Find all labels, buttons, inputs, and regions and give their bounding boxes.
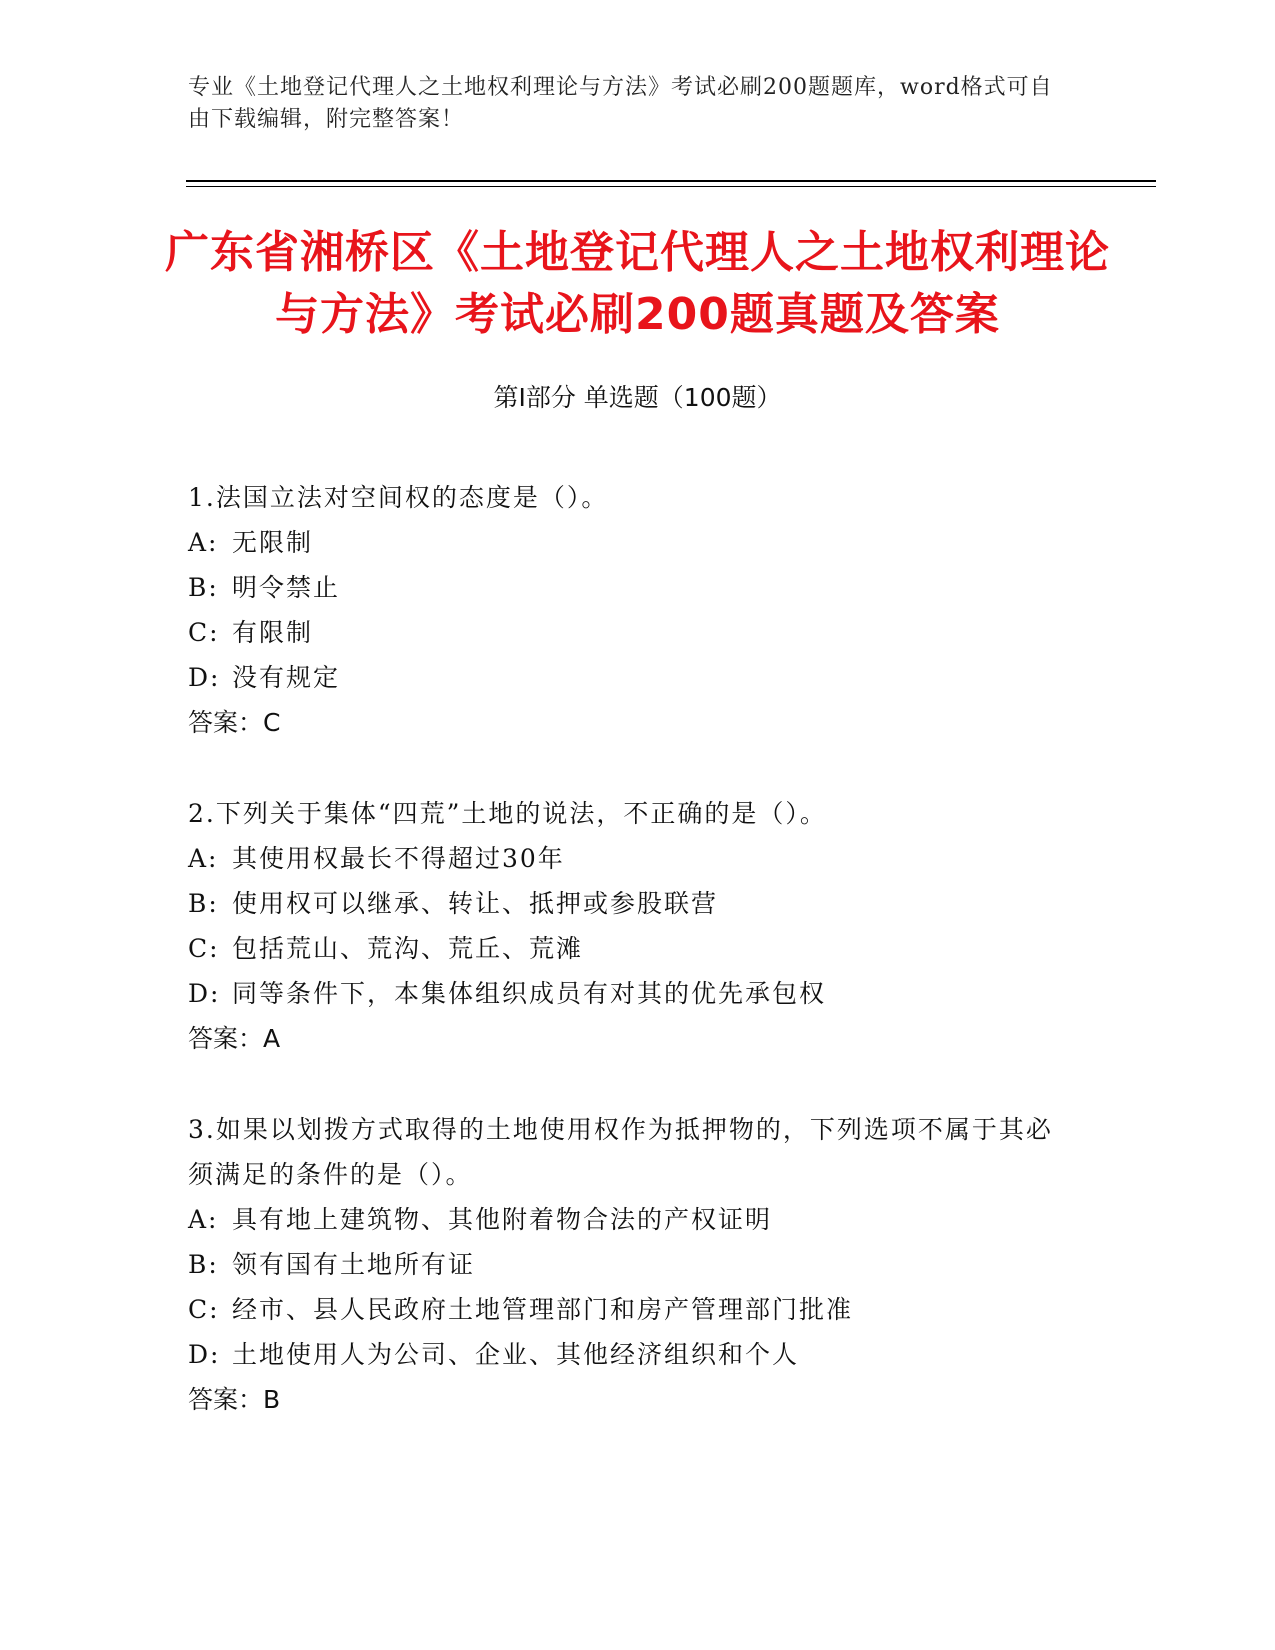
- option-text: 有限制: [232, 618, 314, 647]
- option-key: B:: [188, 889, 219, 918]
- option-text: 同等条件下，本集体组织成员有对其的优先承包权: [232, 979, 827, 1008]
- header-note: 专业《土地登记代理人之土地权利理论与方法》考试必刷200题题库，word格式可自由下载编辑，附完整答案！: [188, 75, 1053, 132]
- option-key: B:: [188, 1250, 219, 1279]
- answer-value: A: [263, 1024, 281, 1053]
- question-stem: 1.法国立法对空间权的态度是（）。: [188, 483, 609, 512]
- option-a: [188, 520, 1068, 565]
- option-key: D:: [188, 663, 221, 692]
- option-text: 无限制: [232, 528, 314, 557]
- option-key: B:: [188, 573, 219, 602]
- answer-label: 答案：: [188, 1385, 264, 1414]
- option-d: [188, 1332, 1068, 1377]
- section-heading: 第Ⅰ部分 单选题（100题）: [493, 383, 782, 412]
- question-2: [188, 791, 1068, 1061]
- option-key: A:: [188, 844, 219, 873]
- header-rule-thin: [186, 186, 1156, 187]
- option-text: 土地使用人为公司、企业、其他经济组织和个人: [232, 1340, 800, 1369]
- option-b: [188, 1242, 1068, 1287]
- option-a: [188, 836, 1068, 881]
- option-d: [188, 655, 1068, 700]
- option-c: [188, 1287, 1068, 1332]
- option-text: 使用权可以继承、转让、抵押或参股联营: [232, 889, 719, 918]
- answer-line: [188, 1377, 1068, 1422]
- option-c: [188, 610, 1068, 655]
- option-key: D:: [188, 1340, 221, 1369]
- option-c: [188, 926, 1068, 971]
- document-title: 广东省湘桥区《土地登记代理人之土地权利理论与方法》考试必刷200题真题及答案: [165, 227, 1110, 340]
- option-key: C:: [188, 618, 220, 647]
- option-key: A:: [188, 528, 219, 557]
- header-rule-thick: [186, 180, 1156, 182]
- option-text: 没有规定: [232, 663, 341, 692]
- option-key: A:: [188, 1205, 219, 1234]
- answer-label: 答案：: [188, 1024, 264, 1053]
- question-list: [188, 475, 1068, 1468]
- option-text: 明令禁止: [232, 573, 341, 602]
- option-b: [188, 881, 1068, 926]
- question-1: [188, 475, 1068, 745]
- option-key: D:: [188, 979, 221, 1008]
- option-key: C:: [188, 1295, 220, 1324]
- option-d: [188, 971, 1068, 1016]
- answer-value: C: [263, 708, 281, 737]
- option-text: 具有地上建筑物、其他附着物合法的产权证明: [232, 1205, 773, 1234]
- question-stem: 2.下列关于集体“四荒”土地的说法，不正确的是（）。: [188, 799, 827, 828]
- option-text: 领有国有土地所有证: [232, 1250, 476, 1279]
- option-text: 经市、县人民政府土地管理部门和房产管理部门批准: [232, 1295, 854, 1324]
- option-text: 其使用权最长不得超过30年: [232, 844, 565, 873]
- answer-line: [188, 1016, 1068, 1061]
- option-key: C:: [188, 934, 220, 963]
- option-text: 包括荒山、荒沟、荒丘、荒滩: [232, 934, 584, 963]
- option-a: [188, 1197, 1068, 1242]
- question-3: [188, 1107, 1068, 1422]
- answer-line: [188, 700, 1068, 745]
- option-b: [188, 565, 1068, 610]
- answer-value: B: [263, 1385, 281, 1414]
- question-stem: 3.如果以划拨方式取得的土地使用权作为抵押物的，下列选项不属于其必须满足的条件的是（）。: [188, 1115, 1053, 1189]
- answer-label: 答案：: [188, 708, 264, 737]
